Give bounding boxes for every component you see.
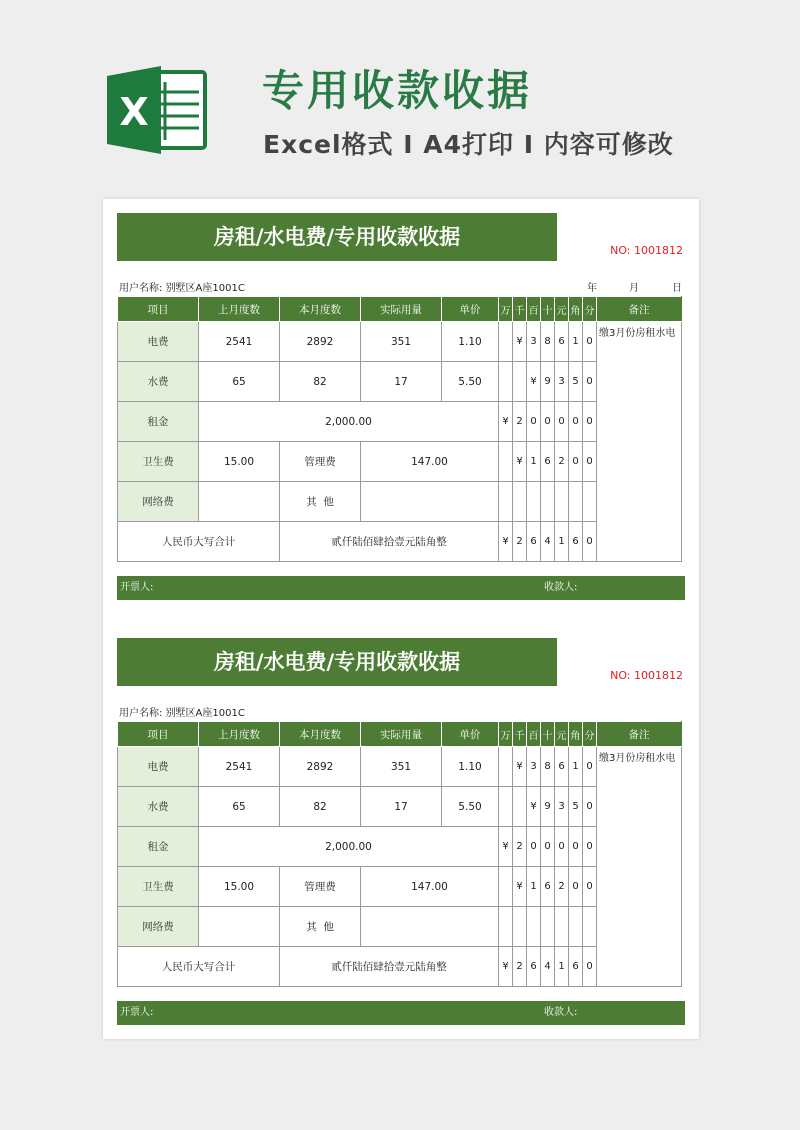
sanitation-digit: 6: [541, 867, 555, 907]
rent-digit: 0: [527, 402, 541, 442]
header-actual-usage: 实际用量: [361, 297, 442, 322]
electricity-current[interactable]: 2892: [280, 322, 361, 362]
header-digit-yuan: 元: [555, 297, 569, 322]
network-digit: [569, 482, 583, 522]
water-price[interactable]: 5.50: [442, 362, 499, 402]
date-day: 日: [672, 283, 682, 294]
network-digit: [513, 482, 527, 522]
sanitation-label: 卫生费: [118, 442, 199, 482]
sanitation-digit: 0: [569, 867, 583, 907]
rent-digit: 0: [569, 827, 583, 867]
header-digit-qian: 千: [513, 722, 527, 747]
network-digit: [527, 482, 541, 522]
customer-name: [119, 279, 245, 294]
other-label: 其 他: [280, 907, 361, 947]
water-last[interactable]: 65: [199, 787, 280, 827]
receipt-number-label: NO:: [610, 244, 631, 257]
total-digit: 2: [513, 947, 527, 987]
water-actual[interactable]: 17: [361, 787, 442, 827]
rent-digit: ¥: [499, 402, 513, 442]
drawer-label: 开票人:: [120, 1007, 154, 1018]
water-current[interactable]: 82: [280, 787, 361, 827]
receipt-2: [117, 638, 685, 1044]
electricity-digit: 6: [555, 747, 569, 787]
sanitation-digit: ¥: [513, 867, 527, 907]
header-digit-wan: 万: [499, 722, 513, 747]
header-digit-wan: 万: [499, 297, 513, 322]
sanitation-label: 卫生费: [118, 867, 199, 907]
sanitation-digit: 2: [555, 442, 569, 482]
header-digit-qian: 千: [513, 297, 527, 322]
network-digit: [555, 907, 569, 947]
management-fee-label: 管理费: [280, 442, 361, 482]
water-price[interactable]: 5.50: [442, 787, 499, 827]
network-amount[interactable]: [199, 482, 280, 522]
management-fee-amount[interactable]: 147.00: [361, 442, 499, 482]
sanitation-digit: 0: [583, 442, 597, 482]
water-digit: [499, 362, 513, 402]
header-digit-fen: 分: [583, 297, 597, 322]
sanitation-digit: 6: [541, 442, 555, 482]
remark-cell[interactable]: 缴3月份房租水电: [597, 747, 682, 987]
header-last-month: 上月度数: [199, 722, 280, 747]
receipt-table: [117, 296, 682, 562]
header-row: [118, 297, 682, 322]
electricity-current[interactable]: 2892: [280, 747, 361, 787]
network-digit: [541, 907, 555, 947]
network-digit: [499, 907, 513, 947]
header-this-month: 本月度数: [280, 722, 361, 747]
row-electricity: [118, 747, 682, 787]
header-digit-shi: 十: [541, 297, 555, 322]
remark-cell[interactable]: 缴3月份房租水电: [597, 322, 682, 562]
electricity-actual[interactable]: 351: [361, 747, 442, 787]
header-unit-price: 单价: [442, 297, 499, 322]
electricity-digit: 1: [569, 747, 583, 787]
management-fee-amount[interactable]: 147.00: [361, 867, 499, 907]
sanitation-digit: 1: [527, 442, 541, 482]
rent-digit: 0: [569, 402, 583, 442]
header-remark: 备注: [597, 722, 682, 747]
electricity-digit: 3: [527, 322, 541, 362]
excel-logo-letter: X: [119, 90, 149, 134]
water-digit: [513, 362, 527, 402]
network-digit: [583, 482, 597, 522]
electricity-digit: ¥: [513, 747, 527, 787]
electricity-digit: [499, 747, 513, 787]
receipt-number: [610, 244, 683, 257]
rent-digit: 0: [527, 827, 541, 867]
date-month: 月: [629, 283, 639, 294]
sanitation-amount[interactable]: 15.00: [199, 442, 280, 482]
header-remark: 备注: [597, 297, 682, 322]
electricity-digit: 0: [583, 322, 597, 362]
customer-name-value: 别墅区A座1001C: [165, 708, 245, 719]
customer-name-label: 用户名称:: [119, 283, 163, 294]
total-digit: 6: [569, 522, 583, 562]
network-digit: [527, 907, 541, 947]
sanitation-digit: 0: [583, 867, 597, 907]
total-digit: 0: [583, 522, 597, 562]
water-last[interactable]: 65: [199, 362, 280, 402]
rent-digit: ¥: [499, 827, 513, 867]
rent-digit: 0: [555, 827, 569, 867]
receipt-number-value: 1001812: [634, 244, 683, 257]
network-digit: [499, 482, 513, 522]
sanitation-digit: 0: [569, 442, 583, 482]
receipt-footer: [117, 1001, 685, 1025]
total-digit: 4: [541, 522, 555, 562]
rent-digit: 2: [513, 402, 527, 442]
header-last-month: 上月度数: [199, 297, 280, 322]
electricity-digit: 8: [541, 747, 555, 787]
rent-digit: 0: [541, 827, 555, 867]
total-digit: ¥: [499, 522, 513, 562]
sanitation-amount[interactable]: 15.00: [199, 867, 280, 907]
water-label: 水费: [118, 362, 199, 402]
electricity-price[interactable]: 1.10: [442, 747, 499, 787]
water-digit: 5: [569, 787, 583, 827]
electricity-digit: 8: [541, 322, 555, 362]
header-unit-price: 单价: [442, 722, 499, 747]
water-digit: [513, 787, 527, 827]
electricity-digit: 6: [555, 322, 569, 362]
sanitation-digit: [499, 442, 513, 482]
receipt-footer: [117, 576, 685, 600]
header-digit-jiao: 角: [569, 297, 583, 322]
header-digit-shi: 十: [541, 722, 555, 747]
electricity-price[interactable]: 1.10: [442, 322, 499, 362]
electricity-digit: 1: [569, 322, 583, 362]
network-label: 网络费: [118, 907, 199, 947]
electricity-last[interactable]: 2541: [199, 747, 280, 787]
receipt-number-label: NO:: [610, 669, 631, 682]
electricity-digit: 3: [527, 747, 541, 787]
sanitation-digit: 1: [527, 867, 541, 907]
water-digit: [499, 787, 513, 827]
rent-amount[interactable]: 2,000.00: [199, 402, 499, 442]
electricity-actual[interactable]: 351: [361, 322, 442, 362]
network-digit: [513, 907, 527, 947]
header-item: 项目: [118, 722, 199, 747]
network-amount[interactable]: [199, 907, 280, 947]
header-this-month: 本月度数: [280, 297, 361, 322]
total-label: 人民币大写合计: [118, 947, 280, 987]
total-digit: 0: [583, 947, 597, 987]
sanitation-digit: 2: [555, 867, 569, 907]
water-digit: 0: [583, 787, 597, 827]
water-digit: 3: [555, 362, 569, 402]
receipt-number: [610, 669, 683, 682]
customer-name: [119, 704, 245, 719]
electricity-label: 电费: [118, 747, 199, 787]
rent-amount[interactable]: 2,000.00: [199, 827, 499, 867]
total-in-words[interactable]: 贰仟陆佰肆拾壹元陆角整: [280, 947, 499, 987]
header-digit-bai: 百: [527, 722, 541, 747]
total-digit: 4: [541, 947, 555, 987]
header-actual-usage: 实际用量: [361, 722, 442, 747]
header-digit-yuan: 元: [555, 722, 569, 747]
total-digit: 1: [555, 947, 569, 987]
network-label: 网络费: [118, 482, 199, 522]
water-current[interactable]: 82: [280, 362, 361, 402]
header-digit-fen: 分: [583, 722, 597, 747]
header-digit-jiao: 角: [569, 722, 583, 747]
rent-digit: 0: [541, 402, 555, 442]
water-digit: 0: [583, 362, 597, 402]
drawer-label: 开票人:: [120, 582, 154, 593]
sanitation-digit: [499, 867, 513, 907]
other-label: 其 他: [280, 482, 361, 522]
receipt-1: [117, 213, 685, 619]
electricity-digit: [499, 322, 513, 362]
rent-label: 租金: [118, 827, 199, 867]
total-digit: 1: [555, 522, 569, 562]
water-digit: ¥: [527, 362, 541, 402]
rent-digit: 0: [583, 827, 597, 867]
total-in-words[interactable]: 贰仟陆佰肆拾壹元陆角整: [280, 522, 499, 562]
receipt-number-value: 1001812: [634, 669, 683, 682]
network-digit: [583, 907, 597, 947]
rent-digit: 2: [513, 827, 527, 867]
network-digit: [541, 482, 555, 522]
receipt-table: [117, 721, 682, 987]
payee-label: 收款人:: [544, 1007, 578, 1018]
water-digit: 9: [541, 362, 555, 402]
payee-label: 收款人:: [544, 582, 578, 593]
receipt-title: 房租/水电费/专用收款收据: [117, 638, 557, 686]
network-digit: [555, 482, 569, 522]
rent-digit: 0: [555, 402, 569, 442]
rent-digit: 0: [583, 402, 597, 442]
customer-name-label: 用户名称:: [119, 708, 163, 719]
page-title: 专用收款收据: [262, 66, 533, 115]
receipt-title: 房租/水电费/专用收款收据: [117, 213, 557, 261]
excel-logo-icon: [103, 62, 213, 158]
total-digit: 6: [569, 947, 583, 987]
receipt-sheet: [103, 199, 699, 1039]
row-electricity: [118, 322, 682, 362]
other-amount[interactable]: [361, 482, 499, 522]
total-label: 人民币大写合计: [118, 522, 280, 562]
total-digit: ¥: [499, 947, 513, 987]
electricity-last[interactable]: 2541: [199, 322, 280, 362]
rent-label: 租金: [118, 402, 199, 442]
customer-name-value: 别墅区A座1001C: [165, 283, 245, 294]
header-row: [118, 722, 682, 747]
water-label: 水费: [118, 787, 199, 827]
electricity-label: 电费: [118, 322, 199, 362]
header-digit-bai: 百: [527, 297, 541, 322]
page-subtitle: Excel格式 I A4打印 I 内容可修改: [263, 130, 674, 159]
water-digit: ¥: [527, 787, 541, 827]
water-digit: 9: [541, 787, 555, 827]
water-actual[interactable]: 17: [361, 362, 442, 402]
electricity-digit: ¥: [513, 322, 527, 362]
header-item: 项目: [118, 297, 199, 322]
network-digit: [569, 907, 583, 947]
total-digit: 6: [527, 522, 541, 562]
total-digit: 2: [513, 522, 527, 562]
total-digit: 6: [527, 947, 541, 987]
water-digit: 5: [569, 362, 583, 402]
electricity-digit: 0: [583, 747, 597, 787]
water-digit: 3: [555, 787, 569, 827]
other-amount[interactable]: [361, 907, 499, 947]
management-fee-label: 管理费: [280, 867, 361, 907]
sanitation-digit: ¥: [513, 442, 527, 482]
date-year: 年: [587, 283, 597, 294]
